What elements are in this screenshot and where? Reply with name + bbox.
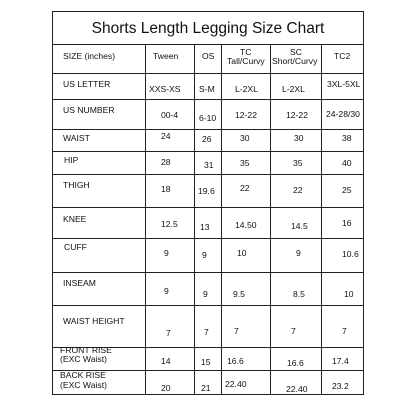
- table-cell: L-2XL: [282, 84, 305, 94]
- table-cell: 35: [293, 158, 303, 168]
- table-cell: 16: [342, 218, 352, 228]
- column-divider: [321, 45, 322, 394]
- table-cell: 10.6: [342, 249, 359, 259]
- table-cell: 22.40: [225, 379, 247, 389]
- row-divider: [53, 272, 363, 273]
- table-cell: XXS-XS: [149, 84, 181, 94]
- table-cell: 31: [204, 160, 214, 170]
- table-cell: 14.5: [291, 221, 308, 231]
- column-header-tc: TC: [240, 47, 252, 57]
- size-label: SIZE (inches): [63, 51, 116, 61]
- table-cell: 13: [200, 222, 210, 232]
- table-cell: 30: [294, 133, 304, 143]
- column-header-sc: SC: [290, 47, 302, 57]
- column-header-tc2: TC2: [334, 51, 351, 61]
- row-divider: [53, 129, 363, 130]
- column-divider: [194, 45, 195, 394]
- table-cell: 10: [237, 248, 247, 258]
- table-cell: 24-28/30: [326, 109, 360, 119]
- table-cell: 00-4: [161, 110, 179, 120]
- table-cell: 8.5: [293, 289, 305, 299]
- row-label-hip: HIP: [64, 155, 79, 165]
- table-cell: 18: [161, 184, 171, 194]
- table-cell: 7: [342, 326, 347, 336]
- row-label-waist-height: WAIST HEIGHT: [63, 316, 125, 326]
- row-label-front-rise: FRONT RISE: [60, 345, 112, 355]
- table-cell: 38: [342, 133, 352, 143]
- table-cell: 10: [344, 289, 354, 299]
- table-cell: 6-10: [199, 113, 217, 123]
- row-label-thigh: THIGH: [63, 180, 90, 190]
- table-cell: S-M: [199, 84, 215, 94]
- row-label-inseam: INSEAM: [63, 278, 96, 288]
- table-cell: 9: [164, 248, 169, 258]
- table-cell: 15: [201, 357, 211, 367]
- table-cell: 9: [202, 250, 207, 260]
- table-cell: 12-22: [235, 110, 257, 120]
- column-divider: [270, 45, 271, 394]
- row-label-us-letter: US LETTER: [63, 79, 111, 89]
- table-cell: 9: [164, 286, 169, 296]
- column-header-tween: Tween: [153, 51, 179, 61]
- table-cell: 26: [202, 134, 212, 144]
- table-cell: 12-22: [286, 110, 308, 120]
- row-label-front-rise-note: (EXC Waist): [60, 354, 107, 364]
- table-cell: 12.5: [161, 219, 178, 229]
- table-cell: 17.4: [332, 356, 349, 366]
- table-cell: L-2XL: [235, 84, 258, 94]
- table-cell: 7: [291, 326, 296, 336]
- row-divider: [53, 73, 363, 74]
- row-label-back-rise-note: (EXC Waist): [60, 380, 107, 390]
- table-cell: 9: [296, 248, 301, 258]
- row-divider: [53, 238, 363, 239]
- chart-title: Shorts Length Legging Size Chart: [53, 12, 363, 45]
- table-cell: 22.40: [286, 384, 308, 394]
- table-cell: 22: [293, 185, 303, 195]
- table-cell: 16.6: [227, 356, 244, 366]
- table-cell: 25: [342, 185, 352, 195]
- table-cell: 7: [204, 327, 209, 337]
- table-cell: 35: [240, 158, 250, 168]
- table-cell: 21: [201, 383, 211, 393]
- table-cell: 24: [161, 131, 171, 141]
- table-cell: 16.6: [287, 358, 304, 368]
- column-divider: [145, 45, 146, 394]
- table-cell: 14: [161, 356, 171, 366]
- column-header-os: OS: [202, 51, 215, 61]
- table-cell: 14.50: [235, 220, 257, 230]
- column-header-sc-subtitle: Short/Curvy: [272, 56, 318, 66]
- row-label-cuff: CUFF: [64, 242, 87, 252]
- row-divider: [53, 99, 363, 100]
- table-cell: 9: [203, 289, 208, 299]
- row-divider: [53, 207, 363, 208]
- column-header-tc-subtitle: Tall/Curvy: [227, 56, 265, 66]
- column-divider: [221, 45, 222, 394]
- row-label-back-rise: BACK RISE: [60, 370, 106, 380]
- table-cell: 7: [234, 326, 239, 336]
- table-cell: 20: [161, 383, 171, 393]
- table-cell: 7: [166, 328, 171, 338]
- table-cell: 22: [240, 183, 250, 193]
- table-cell: 28: [161, 157, 171, 167]
- row-divider: [53, 305, 363, 306]
- row-label-us-number: US NUMBER: [63, 105, 115, 115]
- table-cell: 40: [342, 158, 352, 168]
- row-label-knee: KNEE: [63, 214, 87, 224]
- row-divider: [53, 151, 363, 152]
- table-cell: 19.6: [198, 186, 215, 196]
- table-cell: 30: [240, 133, 250, 143]
- table-cell: 3XL-5XL: [327, 79, 361, 89]
- table-cell: 23.2: [332, 381, 349, 391]
- row-label-waist: WAIST: [63, 133, 90, 143]
- size-chart: [52, 11, 364, 395]
- table-cell: 9.5: [233, 289, 245, 299]
- row-divider: [53, 174, 363, 175]
